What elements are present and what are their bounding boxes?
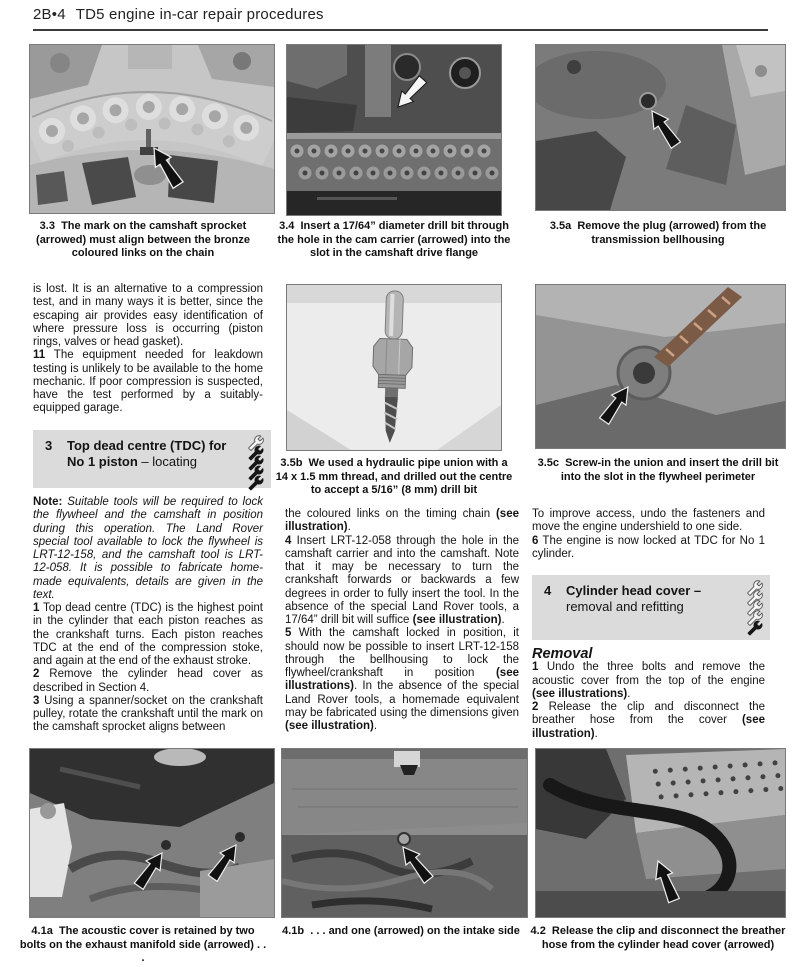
figure-3-5a-photo [536,45,785,210]
figure-caption: 3.5a Remove the plug (arrowed) from the transmission bellhousing [549,220,767,246]
section-4-heading-box [532,575,770,640]
paragraph: 4 Insert LRT-12-058 through the hole in the camshaft carrier and into the camshaft. Note that it may be necessary to turn the crankshaft forwards or backwards a few degrees in order to fully insert the tool. In the absence of the special Land Rover tools, a 17/64” drill bit will suffice (see illustration). [285,534,519,626]
section-3-heading-box [33,430,271,488]
figure-3-5b-photo [287,285,501,450]
left-column-bottom-text [33,496,263,735]
drill-union-tool-photo [287,285,501,450]
figure-3-3-photo [30,45,274,213]
paragraph: To improve access, undo the fasteners and move the engine undershield to one side. [532,508,765,534]
page-title: TD5 engine in-car repair procedures [75,6,324,23]
figure-3-5c-photo [536,285,785,448]
paragraph: is lost. It is an alternative to a compression test, and in many ways it is better, since the escaping air provides easy identification of where pressure loss is occurring (piston rings, valves or head gasket). [33,283,263,348]
paragraph: 6 The engine is now locked at TDC for No 1 cylinder. [532,534,765,560]
section-title: Top dead centre (TDC) for No 1 piston – locating [67,438,227,469]
paragraph: 2 Release the clip and disconnect the breather hose from the cover (see illustration). [532,701,765,740]
spanner-icon [248,475,264,491]
figure-caption: 3.5c Screw-in the union and insert the drill bit into the slot in the flywheel perimeter [537,457,779,483]
paragraph: 1 Top dead centre (TDC) is the highest point in the cylinder that each piston reaches as the crankshaft turns. Each piston reaches TDC at the end of the compression stoke, and again at the end of the exhaust stroke. [33,602,263,667]
cam-carrier-photo [287,45,501,215]
camshaft-sprocket-photo [30,45,274,213]
paragraph: 5 With the camshaft locked in position, it should now be possible to insert LRT-12-158 through the bellhousing to lock the flywheel/crankshaft in position (see illustrations). In the absence of the special Land Rover tools, a homemade equivalent may be fabricated using the dimensions given (see illustration). [285,627,519,732]
figure-4-1b-photo [282,749,527,917]
figure-4-1a-photo [30,749,274,917]
figure-caption: 3.4 Insert a 17/64” diameter drill bit through the hole in the cam carrier (arrowed) into the slot in the camshaft drive flange [277,220,511,259]
right-column-top-text [532,508,765,561]
section-number: 4 [544,583,552,598]
acoustic-cover-intake-photo [282,749,527,917]
difficulty-spanners [745,580,765,636]
right-column-bottom-text [532,648,765,741]
figure-caption: 4.1a The acoustic cover is retained by two bolts on the exhaust manifold side (arrowed) . . . [19,925,267,964]
spanner-icon [747,620,763,636]
paragraph: the coloured links on the timing chain (see illustration). [285,508,519,534]
drill-in-flywheel-photo [536,285,785,448]
middle-column-text [285,508,519,733]
figure-caption: 4.2 Release the clip and disconnect the breather hose from the cylinder head cover (arrowed) [530,925,786,951]
difficulty-spanners [246,435,266,491]
acoustic-cover-exhaust-photo [30,749,274,917]
paragraph: 3 Using a spanner/socket on the crankshaft pulley, rotate the crankshaft until the mark on the camshaft sprocket aligns between [33,694,263,734]
paragraph: 11 The equipment needed for leakdown testing is unlikely to be available to the home mechanic. If poor compression is suspected, have the test performed by a suitably-equipped garage. [33,349,263,415]
bellhousing-photo [536,45,785,210]
paragraph: 2 Remove the cylinder head cover as described in Section 4. [33,668,263,694]
header-rule [33,29,768,31]
section-title: Cylinder head cover – removal and refitting [566,583,702,614]
breather-hose-photo [536,749,785,917]
figure-3-4-photo [287,45,501,215]
section-number: 3 [45,438,53,453]
left-column-top-text [33,283,263,416]
note-paragraph: Note: Suitable tools will be required to lock the flywheel and the camshaft in position during this operation. The Land Rover special tool available to lock the flywheel is LRT-12-158, and the camshaft tool is LRT-12-058. It is possible to fabricate home-made equivalents, details are given in the text. [33,496,263,601]
figure-caption: 3.3 The mark on the camshaft sprocket (arrowed) must align between the bronze coloured links on the chain [36,220,250,259]
paragraph: 1 Undo the three bolts and remove the acoustic cover from the top of the engine (see illustrations). [532,661,765,700]
removal-heading: Removal [532,646,593,662]
page-header [33,6,324,23]
figure-caption: 4.1b . . . and one (arrowed) on the intake side [282,925,520,937]
figure-caption: 3.5b We used a hydraulic pipe union with a 14 x 1.5 mm thread, and drilled out the centre to accept a 5/16” (8 mm) drill bit [275,457,513,496]
figure-4-2-photo [536,749,785,917]
page-number: 2B•4 [33,6,66,23]
